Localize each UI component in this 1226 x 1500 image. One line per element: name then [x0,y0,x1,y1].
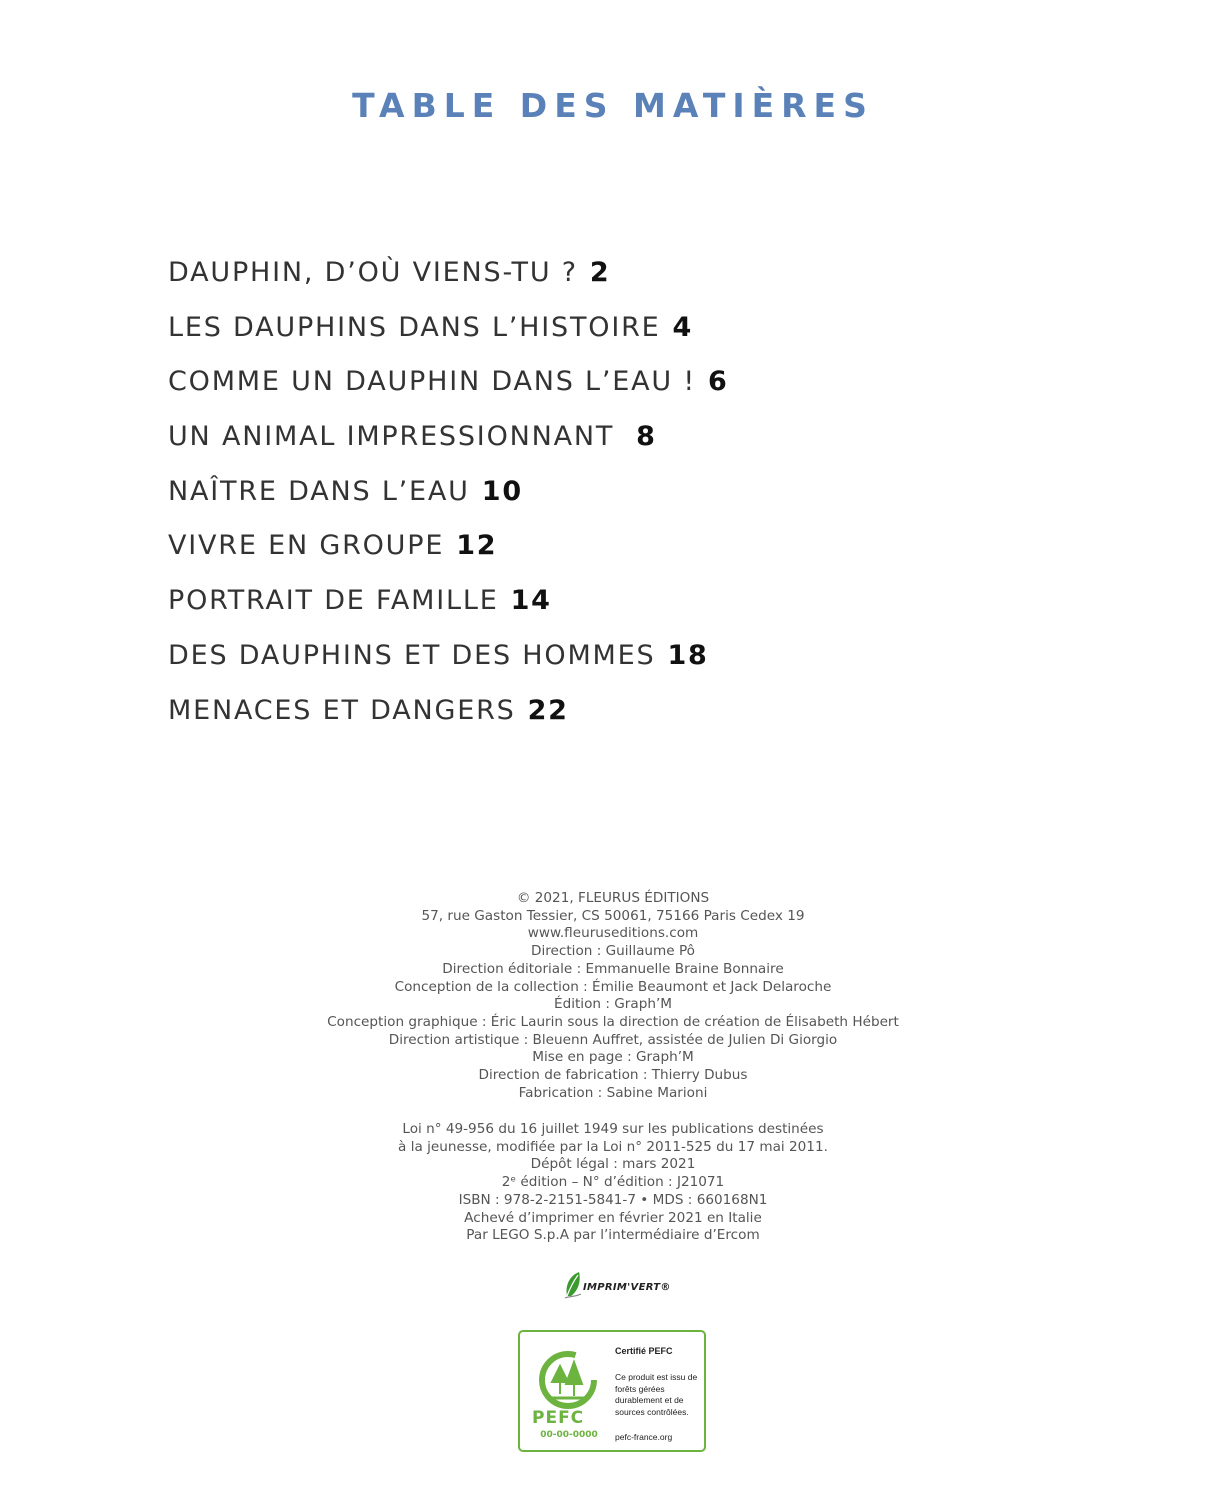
table-of-contents [168,252,729,744]
toc-entry-label: VIVRE EN GROUPE [168,530,445,562]
credit-line: Fabrication : Sabine Marioni [518,1084,708,1101]
toc-entry-label: COMME UN DAUPHIN DANS L’EAU ! [168,366,696,398]
toc-entry-label: NAÎTRE DANS L’EAU [168,475,470,507]
credit-line: 57, rue Gaston Tessier, CS 50061, 75166 Paris Cedex 19 [421,907,805,924]
toc-entry-page: 18 [667,639,709,671]
legal-line: ISBN : 978-2-2151-5841-7 • MDS : 660168N1 [458,1191,768,1208]
legal-line: 2ᵉ édition – N° d’édition : J21071 [501,1174,725,1191]
legal-line: Par LEGO S.p.A par l’intermédiaire d’Ercom [466,1227,760,1244]
credit-line: Conception graphique : Éric Laurin sous la direction de création de Élisabeth Hébert [327,1013,899,1030]
legal-notice [0,1121,1226,1245]
pefc-code: 00-00-0000 [540,1430,598,1440]
toc-entry-page: 8 [636,421,657,453]
toc-entry [168,525,729,580]
credit-line: Direction : Guillaume Pô [530,943,695,960]
legal-line: Dépôt légal : mars 2021 [530,1156,696,1173]
toc-entry-page: 6 [707,366,729,398]
imprimvert-text: IMPRIM'VERT® [583,1282,671,1293]
toc-entry-page: 12 [456,530,498,562]
toc-entry [168,635,729,690]
credit-line: Mise en page : Graph’M [532,1049,694,1066]
pefc-certification-box [518,1330,706,1452]
toc-entry-label: PORTRAIT DE FAMILLE [168,585,499,617]
toc-entry-page: 10 [481,475,523,507]
toc-entry [168,416,729,471]
toc-entry-label: UN ANIMAL IMPRESSIONNANT [168,421,615,453]
toc-entry [168,580,729,635]
toc-entry-label: MENACES ET DANGERS [168,694,516,726]
credit-line: Direction de fabrication : Thierry Dubus [478,1067,748,1084]
credit-line: Direction éditoriale : Emmanuelle Braine Bonnaire [442,960,784,977]
pefc-description: Ce produit est issu de forêts gérées durablement et de sources contrôlées. [615,1372,698,1417]
pefc-certified-label: Certifié PEFC [615,1346,673,1356]
legal-line: Loi n° 49-956 du 16 juillet 1949 sur les publications destinées [402,1121,824,1137]
credit-line: Direction artistique : Bleuenn Auffret, assistée de Julien Di Giorgio [388,1031,838,1048]
toc-entry [168,307,729,362]
toc-entry-page: 2 [589,257,611,288]
toc-entry-label: DAUPHIN, D’OÙ VIENS-TU ? [168,257,578,288]
toc-entry [168,361,729,416]
pefc-wordmark: PEFC [532,1408,585,1428]
imprimvert-logo [563,1270,673,1300]
credit-line: www.fleuruseditions.com [527,925,699,942]
leaf-icon [563,1270,585,1300]
credit-line: Édition : Graph’M [553,996,672,1013]
credit-line: © 2021, FLEURUS ÉDITIONS [516,890,710,906]
toc-entry-label: DES DAUPHINS ET DES HOMMES [168,639,656,671]
credit-line: Conception de la collection : Émilie Beaumont et Jack Delaroche [394,978,832,995]
toc-entry-page: 22 [527,694,569,726]
toc-entry [168,690,729,745]
page-title: TABLE DES MATIÈRES [352,86,874,125]
toc-entry [168,252,729,307]
publisher-credits [0,890,1226,1102]
toc-entry-page: 4 [672,311,694,343]
legal-line: à la jeunesse, modifiée par la Loi n° 2011-525 du 17 mai 2011. [398,1138,828,1155]
toc-entry-label: LES DAUPHINS DANS L’HISTOIRE [168,311,661,343]
pefc-url: pefc-france.org [615,1432,673,1442]
toc-entry [168,471,729,526]
toc-entry-page: 14 [510,585,552,617]
legal-line: Achevé d’imprimer en février 2021 en Italie [464,1209,762,1226]
